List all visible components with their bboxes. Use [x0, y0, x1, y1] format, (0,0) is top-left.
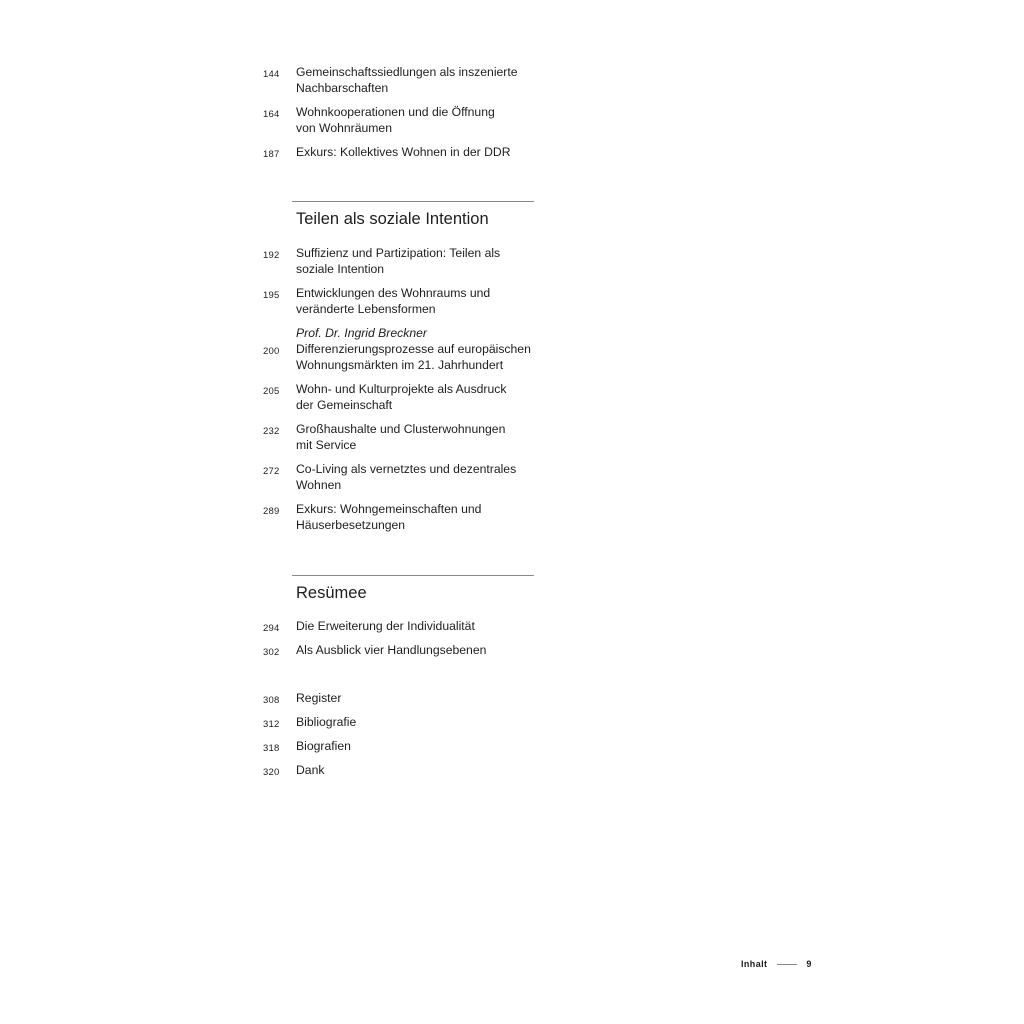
toc-page-number: 164 — [263, 109, 280, 120]
toc-entry-title: Dank — [296, 763, 325, 777]
toc-page-number: 232 — [263, 426, 280, 437]
toc-entry-title: Häuserbesetzungen — [296, 518, 406, 532]
toc-entry-title: Großhaushalte und Clusterwohnungen — [296, 422, 506, 436]
toc-entry-title: von Wohnräumen — [296, 121, 392, 135]
toc-appendix — [263, 690, 543, 786]
toc-entry[interactable] — [263, 501, 543, 533]
toc-entry-title: Wohnkooperationen und die Öffnung — [296, 105, 495, 119]
toc-page-number: 302 — [263, 647, 280, 658]
section-heading: Resümee — [296, 584, 367, 602]
toc-entry-title: Exkurs: Kollektives Wohnen in der DDR — [296, 145, 511, 159]
toc-entry-title: Wohnungsmärkten im 21. Jahrhundert — [296, 358, 504, 372]
toc-entry-title: Bibliografie — [296, 715, 357, 729]
toc-page-number: 294 — [263, 623, 280, 634]
toc-page-number: 272 — [263, 466, 280, 477]
toc-entry[interactable] — [263, 325, 543, 373]
toc-entry-title: Suffizienz und Partizipation: Teilen als — [296, 246, 501, 260]
toc-entry-title: Differenzierungsprozesse auf europäischen — [296, 342, 531, 356]
toc-page-number: 308 — [263, 695, 280, 706]
section-divider — [292, 575, 534, 576]
toc-page-number: 192 — [263, 250, 280, 261]
section-divider — [292, 201, 534, 202]
footer-page-number: 9 — [806, 959, 812, 969]
toc-entry[interactable] — [263, 381, 543, 413]
toc-entry-title: Register — [296, 691, 342, 705]
toc-entry[interactable] — [263, 738, 543, 754]
toc-page-number: 187 — [263, 149, 280, 160]
toc-entry-title: Exkurs: Wohngemeinschaften und — [296, 502, 482, 516]
toc-entry-title: Co-Living als vernetztes und dezentrales — [296, 462, 517, 476]
page-footer — [741, 958, 811, 970]
toc-page-number: 312 — [263, 719, 280, 730]
toc-entry[interactable] — [263, 714, 543, 730]
toc-entry-title: soziale Intention — [296, 262, 385, 276]
toc-entry[interactable] — [263, 245, 543, 277]
toc-section-teilen — [263, 245, 543, 541]
toc-page-number: 289 — [263, 506, 280, 517]
toc-page-number: 320 — [263, 767, 280, 778]
toc-entry-title: Biografien — [296, 739, 351, 753]
toc-entry[interactable] — [263, 642, 543, 658]
toc-top-group — [263, 64, 543, 168]
section-heading: Teilen als soziale Intention — [296, 210, 489, 228]
toc-entry-title: veränderte Lebensformen — [296, 302, 436, 316]
toc-section-resuemee — [263, 618, 543, 666]
toc-entry[interactable] — [263, 285, 543, 317]
toc-page-number: 205 — [263, 386, 280, 397]
toc-entry-title: mit Service — [296, 438, 357, 452]
toc-entry-title: Entwicklungen des Wohnraums und — [296, 286, 491, 300]
toc-entry-title: Wohnen — [296, 478, 342, 492]
toc-page-number: 200 — [263, 346, 280, 357]
footer-section-label: Inhalt — [741, 959, 768, 969]
toc-entry-title: Wohn- und Kulturprojekte als Ausdruck — [296, 382, 507, 396]
toc-entry-title: Gemeinschaftssiedlungen als inszenierte — [296, 65, 518, 79]
toc-entry[interactable] — [263, 461, 543, 493]
toc-page-number: 144 — [263, 69, 280, 80]
toc-entry[interactable] — [263, 618, 543, 634]
toc-entry-title: Nachbarschaften — [296, 81, 389, 95]
toc-entry[interactable] — [263, 421, 543, 453]
toc-entry-author: Prof. Dr. Ingrid Breckner — [296, 326, 427, 340]
toc-page-number: 318 — [263, 743, 280, 754]
toc-entry[interactable] — [263, 104, 543, 136]
toc-entry[interactable] — [263, 144, 543, 160]
toc-entry-title: Als Ausblick vier Handlungsebenen — [296, 643, 487, 657]
footer-divider — [777, 964, 797, 965]
toc-entry-title: Die Erweiterung der Individualität — [296, 619, 475, 633]
toc-entry[interactable] — [263, 690, 543, 706]
toc-page-number: 195 — [263, 290, 280, 301]
toc-entry[interactable] — [263, 762, 543, 778]
toc-entry-title: der Gemeinschaft — [296, 398, 393, 412]
toc-entry[interactable] — [263, 64, 543, 96]
